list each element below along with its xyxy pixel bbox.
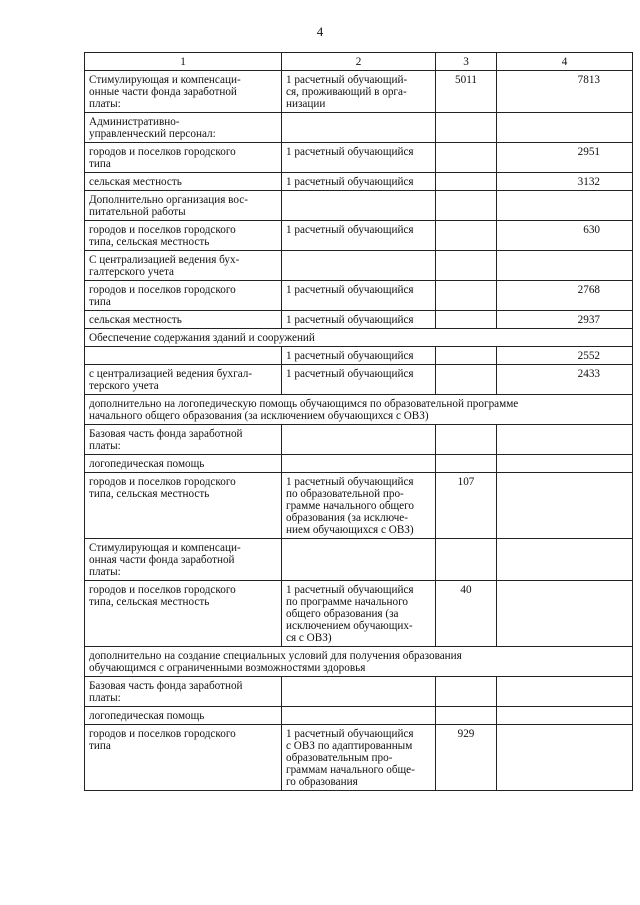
row-value-col3 [436,221,497,251]
table-row [85,347,633,365]
table-row [85,143,633,173]
row-value-col3: 107 [436,473,497,539]
row-value-col3 [436,113,497,143]
row-unit [282,539,436,581]
row-unit: 1 расчетный обучающийся [282,281,436,311]
row-value-col4 [497,251,633,281]
row-unit: 1 расчетный обучающийся [282,173,436,191]
row-value-col4 [497,725,633,791]
table-row [85,311,633,329]
table-row [85,191,633,221]
row-unit [282,677,436,707]
table-row [85,707,633,725]
header-col-2: 2 [282,53,436,71]
row-label [85,347,282,365]
row-value-col4 [497,425,633,455]
row-value-col3: 5011 [436,71,497,113]
row-value-col4 [497,677,633,707]
row-unit: 1 расчетный обучающийся [282,311,436,329]
row-value-col3 [436,281,497,311]
row-label: Административно- управленческий персонал: [85,113,282,143]
table-row [85,677,633,707]
row-value-col4: 7813 [497,71,633,113]
row-value-col3: 40 [436,581,497,647]
table-row [85,113,633,143]
table-row [85,281,633,311]
table-row [85,365,633,395]
row-value-col3: 929 [436,725,497,791]
row-value-col4 [497,191,633,221]
row-value-col3 [436,539,497,581]
row-value-col3 [436,677,497,707]
table-row [85,71,633,113]
row-label: с централизацией ведения бухгал- терского учета [85,365,282,395]
header-col-4: 4 [497,53,633,71]
row-label: Стимулирующая и компенсаци- онная части фонда заработной платы: [85,539,282,581]
row-unit [282,113,436,143]
section-heading-row [85,329,633,347]
row-label: Дополнительно организация вос- питательной работы [85,191,282,221]
row-unit: 1 расчетный обучающийся с ОВЗ по адаптированным образовательным про- граммам начального обще- го образования [282,725,436,791]
row-value-col4: 2951 [497,143,633,173]
norms-table [84,52,633,791]
table-row [85,539,633,581]
row-unit: 1 расчетный обучающийся [282,221,436,251]
row-unit [282,251,436,281]
row-value-col4: 2768 [497,281,633,311]
section-heading-row [85,647,633,677]
row-value-col3 [436,173,497,191]
row-value-col3 [436,311,497,329]
row-value-col4: 2552 [497,347,633,365]
row-value-col3 [436,365,497,395]
row-label: Базовая часть фонда заработной платы: [85,425,282,455]
table-row [85,725,633,791]
row-unit: 1 расчетный обучающийся по образовательной про- грамме начального общего образования (за исключе- нием обучающихся с ОВЗ) [282,473,436,539]
row-value-col3 [436,707,497,725]
table-row [85,455,633,473]
row-value-col4 [497,581,633,647]
row-label: Стимулирующая и компенсаци- онные части фонда заработной платы: [85,71,282,113]
row-label: сельская местность [85,173,282,191]
row-label: Базовая часть фонда заработной платы: [85,677,282,707]
row-value-col4 [497,113,633,143]
row-value-col4: 2937 [497,311,633,329]
row-unit: 1 расчетный обучающийся [282,143,436,173]
table-row [85,425,633,455]
row-value-col3 [436,455,497,473]
row-unit [282,707,436,725]
header-col-3: 3 [436,53,497,71]
row-unit [282,425,436,455]
table-row [85,581,633,647]
page-number: 4 [316,24,324,39]
row-unit: 1 расчетный обучающийся [282,365,436,395]
row-label: городов и поселков городского типа [85,725,282,791]
section-heading-row [85,395,633,425]
row-value-col4 [497,707,633,725]
table-row [85,221,633,251]
row-value-col3 [436,425,497,455]
row-label: городов и поселков городского типа, сельская местность [85,473,282,539]
section-heading: Обеспечение содержания зданий и сооружений [85,329,633,347]
row-unit: 1 расчетный обучающий- ся, проживающий в орга- низации [282,71,436,113]
row-label: городов и поселков городского типа [85,281,282,311]
row-label: городов и поселков городского типа [85,143,282,173]
row-value-col3 [436,251,497,281]
row-unit: 1 расчетный обучающийся по программе начального общего образования (за исключением обучающих- ся с ОВЗ) [282,581,436,647]
row-label: С централизацией ведения бух- галтерского учета [85,251,282,281]
row-value-col3 [436,191,497,221]
row-label: сельская местность [85,311,282,329]
table-row [85,473,633,539]
row-value-col4 [497,455,633,473]
row-unit: 1 расчетный обучающийся [282,347,436,365]
header-col-1: 1 [85,53,282,71]
row-value-col3 [436,347,497,365]
row-value-col4: 3132 [497,173,633,191]
row-value-col4 [497,539,633,581]
row-value-col4 [497,473,633,539]
row-label: городов и поселков городского типа, сельская местность [85,581,282,647]
row-value-col3 [436,143,497,173]
section-heading: дополнительно на создание специальных условий для получения образования обучающимся с ограниченными возможностями здоровья [85,647,633,677]
row-value-col4: 2433 [497,365,633,395]
row-label: городов и поселков городского типа, сельская местность [85,221,282,251]
row-value-col4: 630 [497,221,633,251]
table-row [85,173,633,191]
row-label: логопедическая помощь [85,455,282,473]
row-unit [282,191,436,221]
table-header-row [85,53,633,71]
section-heading: дополнительно на логопедическую помощь обучающимся по образовательной программе начального общего образования (за исключением обучающихся с ОВЗ) [85,395,633,425]
table-row [85,251,633,281]
row-unit [282,455,436,473]
row-label: логопедическая помощь [85,707,282,725]
